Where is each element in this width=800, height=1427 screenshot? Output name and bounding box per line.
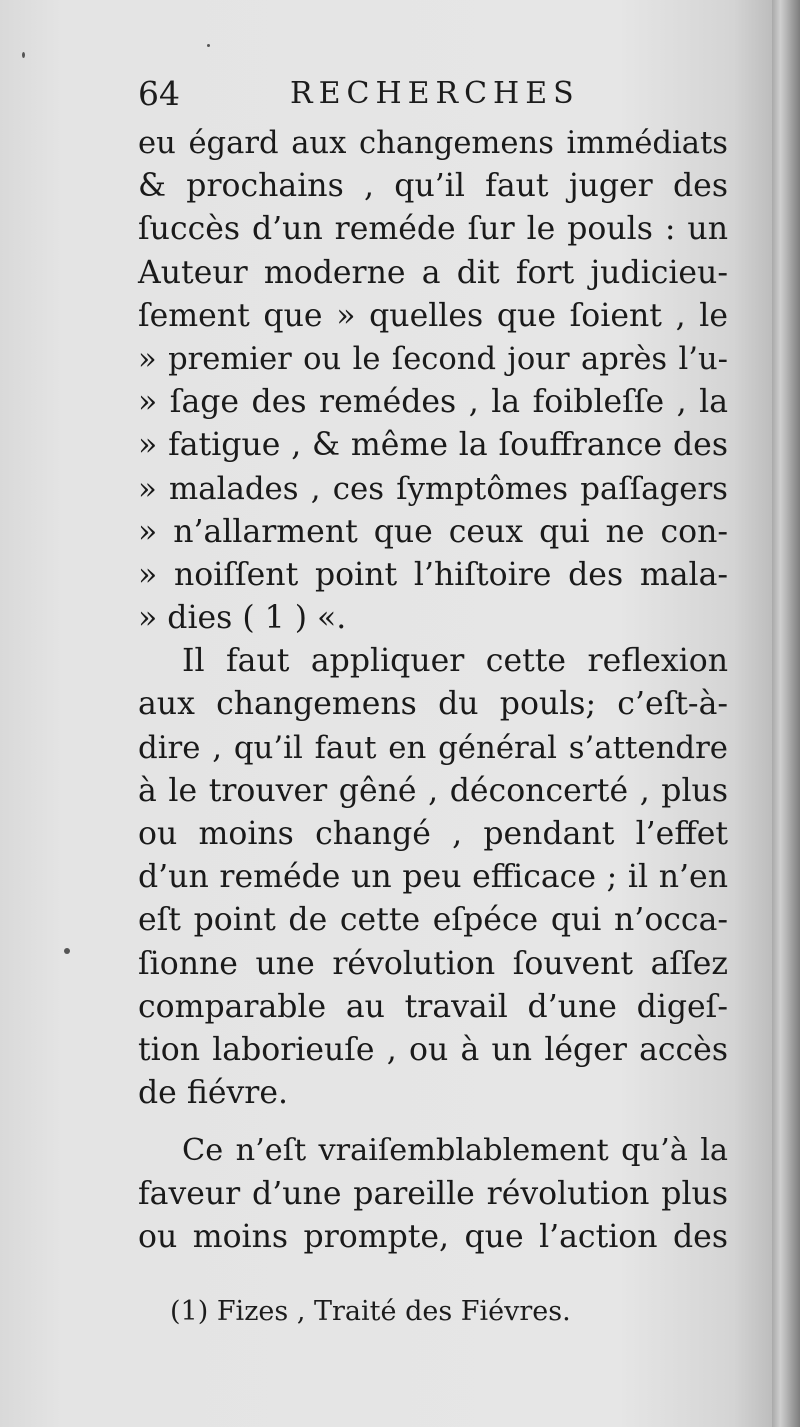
paragraph-3 [138, 1129, 728, 1259]
text-line: ou moins prompte, que l’action des [138, 1218, 728, 1255]
text-line: eu égard aux changemens immédiats [138, 126, 728, 161]
footnote: (1) Fizes , Traité des Fiévres. [170, 1296, 571, 1327]
text-line: faveur d’une pareille révolution plus [138, 1175, 728, 1212]
text-line: Auteur moderne a dit fort judicieu- [138, 254, 728, 291]
text-line: & prochains , qu’il faut juger des [138, 168, 728, 205]
text-line: Ce n’eſt vraiſemblablement qu’à la [182, 1133, 728, 1169]
page-header [138, 74, 738, 124]
paragraph-2 [138, 640, 728, 1115]
text-line: à le trouver gêné , déconcerté , plus [138, 772, 728, 809]
text-line: ſionne une révolution ſouvent aſſez [138, 945, 728, 982]
text-line: aux changemens du pouls; c’eſt-à- [138, 686, 728, 723]
book-spine-edge [772, 0, 800, 1427]
body-text [138, 122, 728, 1259]
text-line: eſt point de cette eſpéce qui n’occa- [138, 902, 728, 939]
text-line: » n’allarment que ceux qui ne con- [138, 513, 728, 550]
text-line: » fatigue , & même la ſouffrance des [138, 427, 728, 464]
text-line: » premier ou le ſecond jour après l’u- [138, 341, 728, 377]
text-line: d’un reméde un peu efficace ; il n’en [138, 859, 728, 896]
text-line: ou moins changé , pendant l’effet [138, 816, 728, 852]
text-line: » dies ( 1 ) «. [138, 600, 347, 637]
text-line: » malades , ces ſymptômes paſſagers [138, 470, 728, 507]
text-line: » ſage des remédes , la foibleſſe , la [138, 384, 728, 421]
text-line: de fiévre. [138, 1075, 288, 1112]
ink-speck [64, 948, 70, 954]
text-line: comparable au travail d’une digeſ- [138, 988, 728, 1025]
page-number: 64 [138, 74, 180, 113]
text-line: ſement que » quelles que ſoient , le [138, 297, 728, 334]
text-line: tion laborieuſe , ou à un léger accès [138, 1031, 728, 1068]
paragraph-1 [138, 122, 728, 640]
text-line: » noiſſent point l’hiſtoire des mala- [138, 556, 728, 593]
ink-speck [22, 52, 25, 58]
running-head: RECHERCHES [290, 76, 580, 111]
paragraph-gap [138, 1115, 728, 1129]
text-line: Il faut appliquer cette reflexion [182, 643, 728, 680]
text-line: ſuccès d’un reméde ſur le pouls : un [138, 211, 728, 248]
text-line: dire , qu’il faut en général s’attendre [138, 729, 728, 766]
ink-speck [207, 44, 210, 47]
